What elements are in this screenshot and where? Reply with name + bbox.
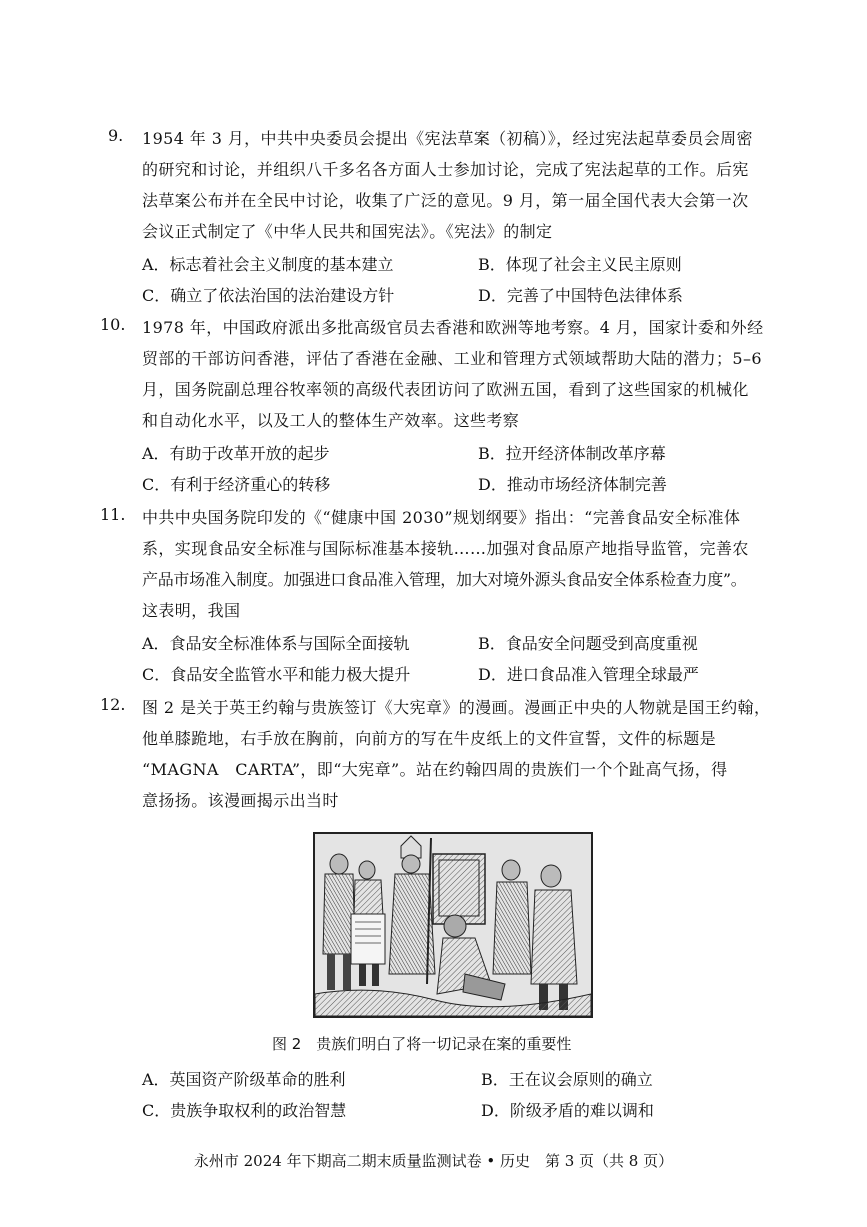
option-d: D．进口食品准入管理全球最严 (478, 665, 699, 684)
option-a: A．食品安全标准体系与国际全面接轨 (142, 634, 410, 653)
question-text-line: 系，实现食品安全标准与国际标准基本接轨……加强对食品原产地指导监管，完善农 (142, 539, 749, 558)
option-d: D．推动市场经济体制完善 (478, 475, 667, 494)
option-d: D．完善了中国特色法律体系 (478, 286, 683, 305)
magna-carta-cartoon-image (313, 832, 593, 1018)
question-text-line: 贸部的干部访问香港，评估了香港在金融、工业和管理方式领域帮助大陆的潜力；5–6 (142, 349, 762, 368)
option-a: A．有助于改革开放的起步 (142, 444, 330, 463)
question-text-line: 中共中央国务院印发的《“健康中国 2030”规划纲要》指出：“完善食品安全标准体 (142, 508, 741, 527)
figure-caption: 图 2 贵族们明白了将一切记录在案的重要性 (272, 1035, 572, 1053)
option-a: A．英国资产阶级革命的胜利 (142, 1070, 346, 1089)
question-text-line: 的研究和讨论，并组织八千多名各方面人士参加讨论，完成了宪法起草的工作。后宪 (142, 160, 749, 179)
question-text-line: 法草案公布并在全民中讨论，收集了广泛的意见。9 月，第一届全国代表大会第一次 (142, 191, 749, 210)
question-text-line: 和自动化水平，以及工人的整体生产效率。这些考察 (142, 411, 520, 430)
question-text-line: 图 2 是关于英王约翰与贵族签订《大宪章》的漫画。漫画正中央的人物就是国王约翰， (142, 698, 771, 717)
question-text-line: “MAGNA CARTA”，即“大宪章”。站在约翰四周的贵族们一个个趾高气扬，得 (142, 760, 728, 779)
option-c: C．贵族争取权利的政治智慧 (142, 1101, 347, 1120)
cartoon-illustration (315, 834, 591, 1016)
question-number: 12. (100, 695, 126, 714)
question-text-line: 他单膝跪地，右手放在胸前，向前方的写在牛皮纸上的文件宣誓，文件的标题是 (142, 729, 717, 748)
question-number: 11. (100, 505, 126, 524)
question-text-line: 1978 年，中国政府派出多批高级官员去香港和欧洲等地考察。4 月，国家计委和外经 (142, 318, 764, 337)
option-c: C．确立了依法治国的法治建设方针 (142, 286, 395, 305)
option-b: B．王在议会原则的确立 (481, 1070, 653, 1089)
option-b: B．食品安全问题受到高度重视 (478, 634, 698, 653)
option-b: B．拉开经济体制改革序幕 (478, 444, 666, 463)
question-text-line: 意扬扬。该漫画揭示出当时 (142, 791, 339, 810)
option-c: C．有利于经济重心的转移 (142, 475, 331, 494)
option-a: A．标志着社会主义制度的基本建立 (142, 255, 394, 274)
question-text-line: 这表明，我国 (142, 601, 241, 620)
option-d: D．阶级矛盾的难以调和 (481, 1101, 654, 1120)
question-text-line: 1954 年 3 月，中共中央委员会提出《宪法草案（初稿）》，经过宪法起草委员会周密 (142, 129, 753, 148)
question-text-line: 会议正式制定了《中华人民共和国宪法》。《宪法》的制定 (142, 222, 553, 241)
option-c: C．食品安全监管水平和能力极大提升 (142, 665, 411, 684)
question-number: 9. (108, 126, 124, 145)
option-b: B．体现了社会主义民主原则 (478, 255, 682, 274)
page-footer: 永州市 2024 年下期高二期末质量监测试卷 • 历史 第 3 页（共 8 页） (193, 1152, 674, 1170)
question-text-line: 产品市场准入制度。加强进口食品准入管理，加大对境外源头食品安全体系检查力度”。 (142, 570, 747, 589)
question-number: 10. (100, 315, 126, 334)
question-text-line: 月，国务院副总理谷牧率领的高级代表团访问了欧洲五国，看到了这些国家的机械化 (142, 380, 749, 399)
